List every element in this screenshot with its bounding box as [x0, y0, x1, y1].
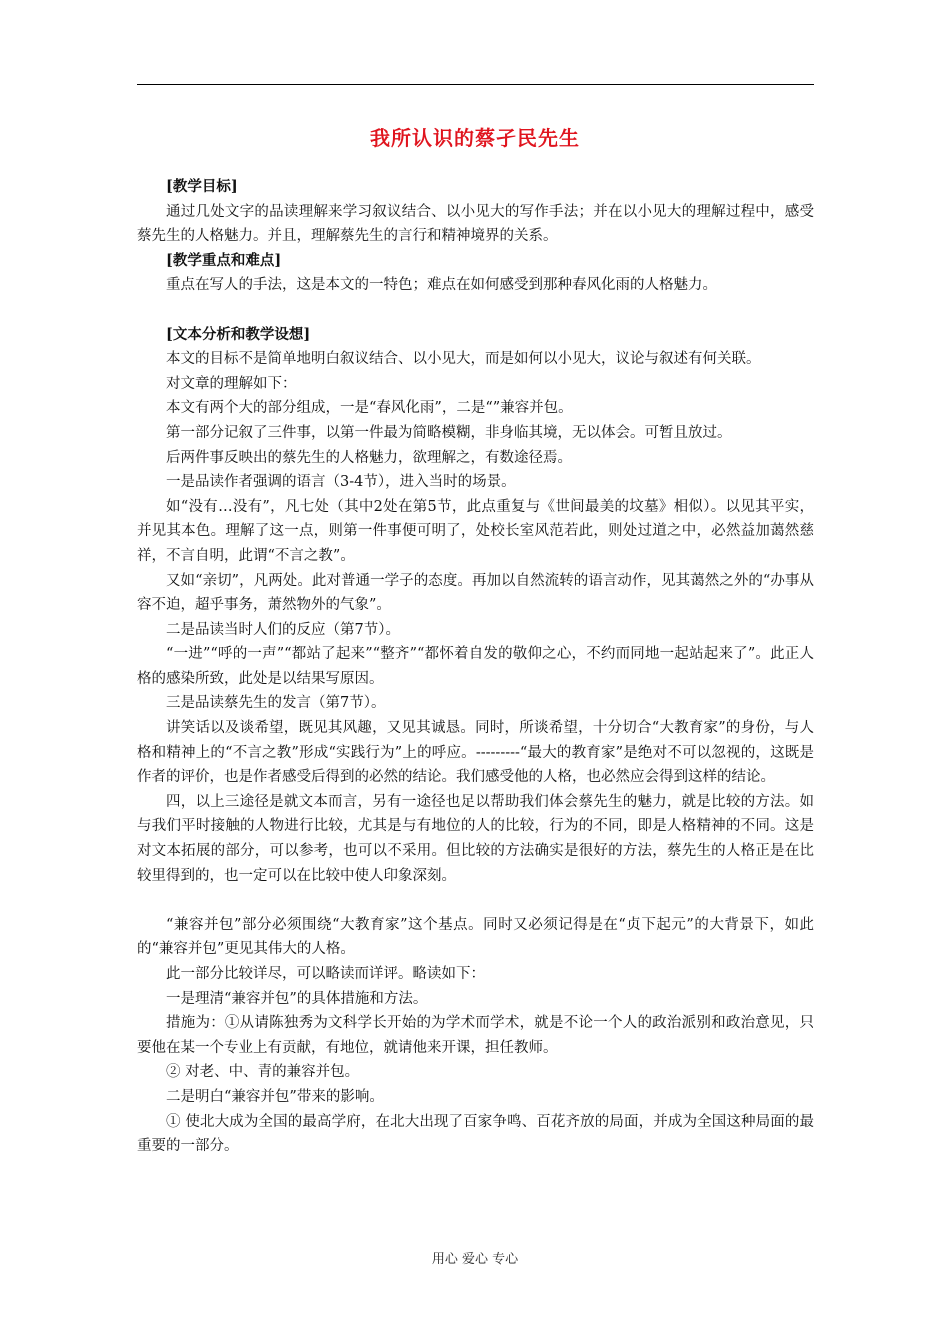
section-heading-key-points: [教学重点和难点] — [166, 251, 282, 269]
paragraph: “兼容并包”部分必须围绕“大教育家”这个基点。同时又必须记得是在“贞下起元”的大背景下，如此的“兼容并包”更见其伟大的人格。 — [137, 916, 814, 958]
paragraph: 措施为：①从请陈独秀为文科学长开始的为学术而学术，就是不论一个人的政治派别和政治意见，只要他在某一个专业上有贡献，有地位，就请他来开课，担任教师。 — [137, 1015, 814, 1056]
paragraph: 通过几处文字的品读理解来学习叙议结合、以小见大的写作手法；并在以小见大的理解过程中，感受蔡先生的人格魅力。并且，理解蔡先生的言行和精神境界的关系。 — [137, 203, 814, 245]
paragraph: “一进”“呼的一声”“都站了起来”“整齐”“都怀着自发的敬仰之心，不约而同地一起站起来了”。此正人格的感染所致，此处是以结果写原因。 — [137, 646, 814, 687]
paragraph: 此一部分比较详尽，可以略读而详评。略读如下： — [166, 966, 485, 982]
paragraph: ② 对老、中、青的兼容并包。 — [166, 1064, 360, 1081]
paragraph: 一是品读作者强调的语言（3-4节），进入当时的场景。 — [166, 474, 516, 491]
blank-line — [137, 888, 814, 913]
paragraph: 四，以上三途径是就文本而言，另有一途径也足以帮助我们体会蔡先生的魅力，就是比较的方法。如与我们平时接触的人物进行比较，尤其是与有地位的人的比较，行为的不同，即是人格精神的不同。这是对文本拓展的部分，可以参考，也可以不采用。但比较的方法确实是很好的方法，蔡先生的人格正是在比较里得到的，也一定可以在比较中使人印象深刻。 — [137, 793, 814, 884]
paragraph: 重点在写人的手法，这是本文的一特色；难点在如何感受到那种春风化雨的人格魅力。 — [166, 277, 717, 294]
paragraph: 如“没有…没有”，凡七处（其中2处在第5节，此点重复与《世间最美的坟墓》相似）。以见其平实，并见其本色。理解了这一点，则第一件事便可明了，处校长室风范若此，则处过道之中，必然益加蔼然慈祥，不言自明，此谓“不言之教”。 — [137, 498, 814, 564]
paragraph: 本文的目标不是简单地明白叙议结合、以小见大，而是如何以小见大，议论与叙述有何关联。 — [166, 351, 761, 368]
page-footer: 用心 爱心 专心 — [431, 1252, 519, 1267]
paragraph: 讲笑话以及谈希望，既见其风趣，又见其诚恳。同时，所谈希望，十分切合“大教育家”的身份，与人格和精神上的“不言之教”形成“实践行为”上的呼应。---------“最大的教育家”是绝对不可以忽视的，这既是作者的评价，也是作者感受后得到的必然的结论。我们感受他的人格，也必然应会得到这样的结论。 — [137, 720, 814, 786]
header-rule — [137, 84, 814, 85]
paragraph: ① 使北大成为全国的最高学府，在北大出现了百家争鸣、百花齐放的局面，并成为全国这种局面的最重要的一部分。 — [137, 1113, 814, 1155]
paragraph: 二是品读当时人们的反应（第7节）。 — [166, 621, 400, 638]
page-title: 我所认识的蔡孑民先生 — [370, 126, 580, 150]
paragraph: 二是明白“兼容并包”带来的影响。 — [166, 1088, 384, 1105]
paragraph: 对文章的理解如下： — [166, 375, 297, 392]
document-body — [137, 175, 814, 1159]
paragraph: 第一部分记叙了三件事，以第一件最为简略模糊，非身临其境，无以体会。可暂且放过。 — [166, 424, 732, 441]
section-heading-objectives: [教学目标] — [166, 178, 238, 195]
paragraph: 一是理清“兼容并包”的具体措施和方法。 — [166, 990, 428, 1007]
section-heading-analysis: [文本分析和教学设想] — [166, 325, 311, 343]
paragraph: 又如“亲切”，凡两处。此对普通一学子的态度。再加以自然流转的语言动作，见其蔼然之外的“办事从容不迫，超乎事务，萧然物外的气象”。 — [137, 572, 814, 614]
blank-line — [137, 298, 814, 323]
paragraph: 后两件事反映出的蔡先生的人格魅力，欲理解之，有数途径焉。 — [166, 449, 572, 466]
paragraph: 三是品读蔡先生的发言（第7节）。 — [166, 695, 386, 712]
paragraph: 本文有两个大的部分组成，一是“春风化雨”，二是“”兼容并包。 — [166, 400, 573, 417]
